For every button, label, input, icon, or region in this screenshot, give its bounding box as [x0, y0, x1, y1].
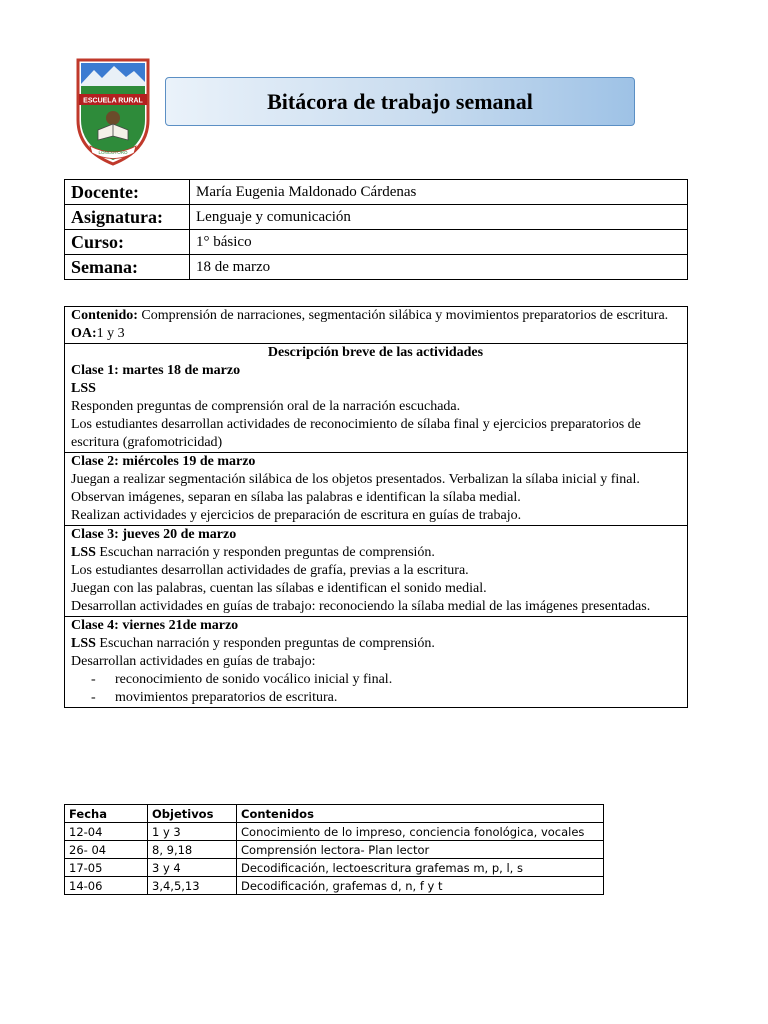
- table-cell: Decodificación, lectoescritura grafemas m, p, l, s: [237, 859, 604, 877]
- title-box: [165, 77, 635, 126]
- clase2-line: Realizan actividades y ejercicios de preparación de escritura en guías de trabajo.: [71, 508, 522, 523]
- clase1-line: Los estudiantes desarrollan actividades de reconocimiento de sílaba final y ejercicios preparatorios de escritura (grafomotricidad): [71, 417, 641, 450]
- table-cell: 8, 9,18: [148, 841, 237, 859]
- clase4-cell: [65, 617, 688, 708]
- list-item: - movimientos preparatorios de escritura.: [91, 689, 680, 707]
- clase2-title: Clase 2: miércoles 19 de marzo: [71, 454, 256, 469]
- page-title: Bitácora de trabajo semanal: [267, 88, 533, 114]
- info-value: 18 de marzo: [190, 255, 688, 280]
- logo-ribbon-text: LONCOTORO: [98, 150, 128, 155]
- column-header: Fecha: [65, 805, 148, 823]
- schedule-header-row: [65, 805, 604, 823]
- table-cell: 14-06: [65, 877, 148, 895]
- info-label: Semana:: [65, 255, 190, 280]
- clase1-title: Clase 1: martes 18 de marzo: [71, 363, 241, 378]
- table-row: [65, 877, 604, 895]
- contenido-text: Comprensión de narraciones, segmentación silábica y movimientos preparatorios de escritura.: [137, 308, 669, 323]
- clase2-line: Observan imágenes, separan en sílaba las palabras e identifican la sílaba medial.: [71, 490, 521, 505]
- clase4-row: [65, 617, 688, 708]
- table-row: [65, 841, 604, 859]
- info-value: María Eugenia Maldonado Cárdenas: [190, 180, 688, 205]
- clase3-line: Escuchan narración y responden preguntas de comprensión.: [95, 545, 435, 560]
- info-label: Docente:: [65, 180, 190, 205]
- table-cell: Decodificación, grafemas d, n, f y t: [237, 877, 604, 895]
- clase3-title: Clase 3: jueves 20 de marzo: [71, 527, 237, 542]
- info-table: [64, 179, 688, 280]
- table-cell: 26- 04: [65, 841, 148, 859]
- table-row: [65, 823, 604, 841]
- clase3-line: Desarrollan actividades en guías de trabajo: reconociendo la sílaba medial de las imágenes presentadas.: [71, 599, 651, 614]
- clase1-lss: LSS: [71, 381, 96, 396]
- info-label: Asignatura:: [65, 205, 190, 230]
- info-row-curso: [65, 230, 688, 255]
- activities-table: [64, 306, 688, 708]
- column-header: Contenidos: [237, 805, 604, 823]
- clase1-row: [65, 344, 688, 453]
- list-item: - reconocimiento de sonido vocálico inicial y final.: [91, 671, 680, 689]
- table-cell: 3 y 4: [148, 859, 237, 877]
- contenido-row: [65, 307, 688, 344]
- info-row-asignatura: [65, 205, 688, 230]
- clase3-line: Juegan con las palabras, cuentan las sílabas e identifican el sonido medial.: [71, 581, 487, 596]
- column-header: Objetivos: [148, 805, 237, 823]
- logo-banner-text: ESCUELA RURAL: [83, 97, 143, 105]
- clase4-line: Escuchan narración y responden preguntas de comprensión.: [95, 636, 435, 651]
- clase2-row: [65, 453, 688, 526]
- contenido-paragraph: [71, 307, 680, 325]
- table-cell: 17-05: [65, 859, 148, 877]
- clase4-lss: LSS: [71, 636, 96, 651]
- info-row-semana: [65, 255, 688, 280]
- clase4-line: Desarrollan actividades en guías de trabajo:: [71, 654, 316, 669]
- table-row: [65, 859, 604, 877]
- info-value: 1° básico: [190, 230, 688, 255]
- clase1-line: Responden preguntas de comprensión oral de la narración escuchada.: [71, 399, 461, 414]
- oa-line: [71, 325, 680, 343]
- contenido-cell: [65, 307, 688, 344]
- table-cell: Conocimiento de lo impreso, conciencia fonológica, vocales: [237, 823, 604, 841]
- contenido-label: Contenido:: [71, 308, 138, 323]
- info-label: Curso:: [65, 230, 190, 255]
- schedule-table: [64, 804, 604, 895]
- clase3-line: Los estudiantes desarrollan actividades de grafía, previas a la escritura.: [71, 563, 469, 578]
- clase1-cell: [65, 344, 688, 453]
- school-crest-logo: [74, 58, 152, 166]
- table-cell: 3,4,5,13: [148, 877, 237, 895]
- table-cell: Comprensión lectora- Plan lector: [237, 841, 604, 859]
- oa-text: 1 y 3: [96, 326, 125, 341]
- clase4-title: Clase 4: viernes 21de marzo: [71, 618, 239, 633]
- clase3-row: [65, 526, 688, 617]
- clase3-lss: LSS: [71, 545, 96, 560]
- clase2-cell: [65, 453, 688, 526]
- oa-label: OA:: [71, 326, 97, 341]
- info-row-docente: [65, 180, 688, 205]
- info-value: Lenguaje y comunicación: [190, 205, 688, 230]
- clase3-cell: [65, 526, 688, 617]
- table-cell: 1 y 3: [148, 823, 237, 841]
- table-cell: 12-04: [65, 823, 148, 841]
- clase4-bullet-list: [71, 671, 680, 707]
- clase2-line: Juegan a realizar segmentación silábica de los objetos presentados. Verbalizan la sílaba inicial y final.: [71, 472, 640, 487]
- description-header: Descripción breve de las actividades: [267, 345, 484, 360]
